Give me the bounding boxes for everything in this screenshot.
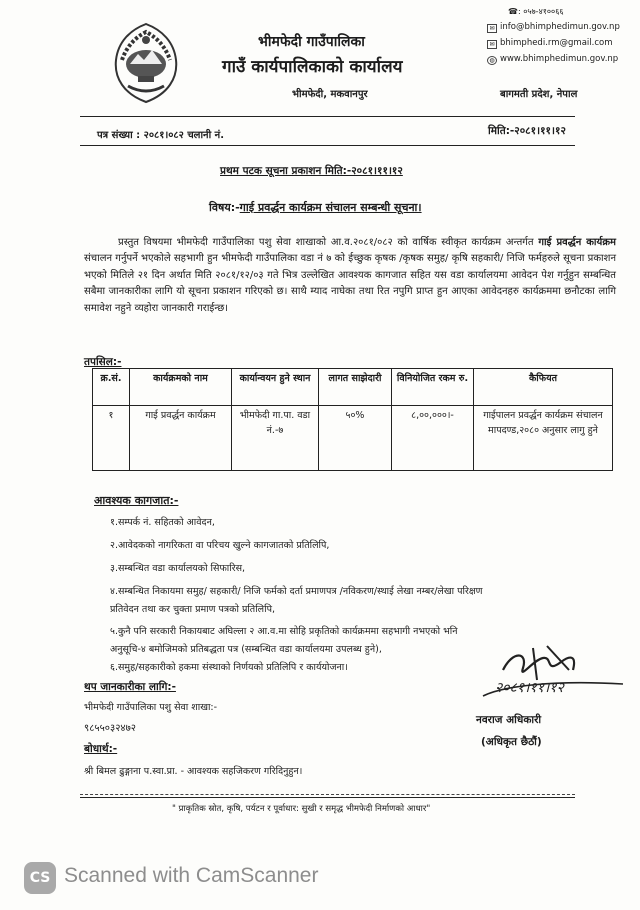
table-header: क्र.सं. [93, 369, 130, 406]
handwritten-signature [473, 640, 633, 710]
cc-text: श्री बिमल ढुङ्गाना प.स्वा.प्रा. - आवश्यक सहजिकरण गरिदिनुहुन। [84, 766, 303, 777]
table-header: कार्यक्रमको नाम [130, 369, 232, 406]
svg-text:२०८१।११।१२: २०८१।११।१२ [495, 680, 564, 696]
table-header: लागत साझेदारी [319, 369, 392, 406]
notice-body: प्रस्तुत विषयमा भीमफेदी गाउँपालिका पशु सेवा शाखाको आ.व.२०८१/०८२ को वार्षिक स्वीकृत कार्यक्रम अन्तर्गत गाई प्रवर्द्धन कार्यक्रम संचालन गर्नुपर्ने भएकोले सहभागी हुन भीमफेदी गाउँपालिका वडा नं ७ को ईच्छुक कृषक /कृषक समुह/ कृषि सहकारी/ निजि फर्महरुले सूचना प्रकाशन भएको मितिले २१ दिन अर्थात मिति २०८१/१२/०३ गते भित्र उल्लेखित आवश्यक कागजात सहित यस वडा कार्यालयमा आवेदन पेश गर्नुहुन सम्बन्धित सबैमा जानकारीका लागि यो सूचना प्रकाशन गरिएको छ। साथै म्याद नाघेका तथा रित नपुगि प्राप्त हुन आएका आवेदनहरु कार्यक्रममा छनौटका लागि समावेश नहुने व्यहोरा जानकारी गराईन्छ। [84, 237, 616, 314]
office-title: गाउँ कार्यपालिकाको कार्यालय [222, 57, 403, 77]
phone-number: ☎: ०५७-४१००६६ [508, 7, 564, 16]
table-header: कार्यान्वयन हुने स्थान [232, 369, 319, 406]
footer-motto: " प्राकृतिक स्रोत, कृषि, पर्यटन र पूर्वाधार: सुखी र समृद्ध भीमफेदी निर्माणको आधार" [172, 804, 431, 814]
requirement-item: २.आवेदकको नागरिकता वा परिचय खुल्ने कागजातको प्रतिलिपि, [110, 540, 330, 551]
contact-phone: ९८५५०३२४७२ [84, 723, 136, 734]
requirement-item: ६.समुह/सहकारीको हकमा संस्थाको निर्णयको प्रतिलिपि र कार्ययोजना। [110, 662, 348, 673]
province: बागमती प्रदेश, नेपाल [500, 89, 578, 100]
cc-title: बोधार्थ:- [84, 743, 118, 755]
contact-email-2: ✉ bhimphedi.rm@gmail.com [487, 38, 612, 49]
footer-divider-2 [80, 797, 575, 798]
table-cell: ८,००,०००।- [392, 406, 474, 471]
email-icon: ✉ [487, 40, 497, 49]
table-cell: गाई प्रवर्द्धन कार्यक्रम [130, 406, 232, 471]
letter-reference: पत्र संख्या : २०८१।०८२ चलानी नं. [97, 130, 225, 141]
requirement-item: १.सम्पर्क नं. सहितको आवेदन, [110, 517, 215, 528]
table-cell: भीमफेदी गा.पा. वडा नं.-७ [232, 406, 319, 471]
more-info-title: थप जानकारीका लागि:- [84, 681, 176, 693]
requirement-item: ५.कुनै पनि सरकारी निकायबाट अघिल्ला २ आ.व.मा सोहि प्रकृतिको कार्यक्रममा सहभागी नभएको भनि [110, 626, 458, 637]
requirement-item: ४.सम्बन्धित निकायमा समुह/ सहकारी/ निजि फर्मको दर्ता प्रमाणपत्र /नविकरण/स्थाई लेखा नम्बर/लेखा परिक्षण [110, 586, 483, 597]
requirement-item-continued: अनुसूचि-४ बमोजिमको प्रतिबद्धता पत्र (सम्बन्धित वडा कार्यालयमा उपलब्ध हुने), [110, 644, 382, 655]
camscanner-watermark: Scanned with CamScanner [64, 864, 319, 887]
table-row [93, 406, 613, 471]
table-cell: १ [93, 406, 130, 471]
letter-date: मिति:-२०८१।११।१२ [488, 125, 566, 137]
nepal-emblem-logo [108, 20, 184, 106]
header-divider [80, 116, 575, 117]
footer-divider [80, 794, 575, 795]
table-cell: गाईपालन प्रवर्द्धन कार्यक्रम संचालन मापदण्ड,२०८० अनुसार लागु हुने [474, 406, 613, 471]
notice-subject: विषय:-गाई प्रवर्द्धन कार्यक्रम संचालन सम्बन्धी सूचना। [209, 201, 422, 214]
requirement-item-continued: प्रतिवेदन तथा कर चुक्ता प्रमाण पत्रको प्रतिलिपि, [110, 604, 275, 615]
contact-website: ◍ www.bhimphedimun.gov.np [487, 54, 618, 65]
signer-name: नवराज अधिकारी [476, 714, 542, 726]
table-header-row [93, 369, 613, 406]
table-header: कैफियत [474, 369, 613, 406]
table-header: विनियोजित रकम रु. [392, 369, 474, 406]
signer-title: (अधिकृत छैठौं) [481, 736, 542, 748]
office-name: भीमफेदी गाउँपालिका [258, 34, 365, 50]
requirements-title: आवश्यक कागजात:- [94, 494, 179, 507]
contact-email-1: ✉ info@bhimphedimun.gov.np [487, 22, 620, 33]
publication-date: प्रथम पटक सूचना प्रकाशन मिति:-२०८१।११।१२ [220, 165, 403, 177]
requirement-item: ३.सम्बन्धित वडा कार्यालयको सिफारिस, [110, 563, 246, 574]
email-icon: ✉ [487, 24, 497, 33]
details-caption: तपसिल:- [84, 356, 122, 368]
reference-divider [80, 145, 575, 146]
office-address: भीमफेदी, मकवानपुर [292, 89, 368, 100]
program-table [92, 368, 613, 471]
branch-name: भीमफेदी गाउँपालिका पशु सेवा शाखा:- [84, 702, 218, 713]
table-cell: ५०% [319, 406, 392, 471]
camscanner-logo: CS [24, 862, 56, 894]
globe-icon: ◍ [487, 56, 497, 65]
